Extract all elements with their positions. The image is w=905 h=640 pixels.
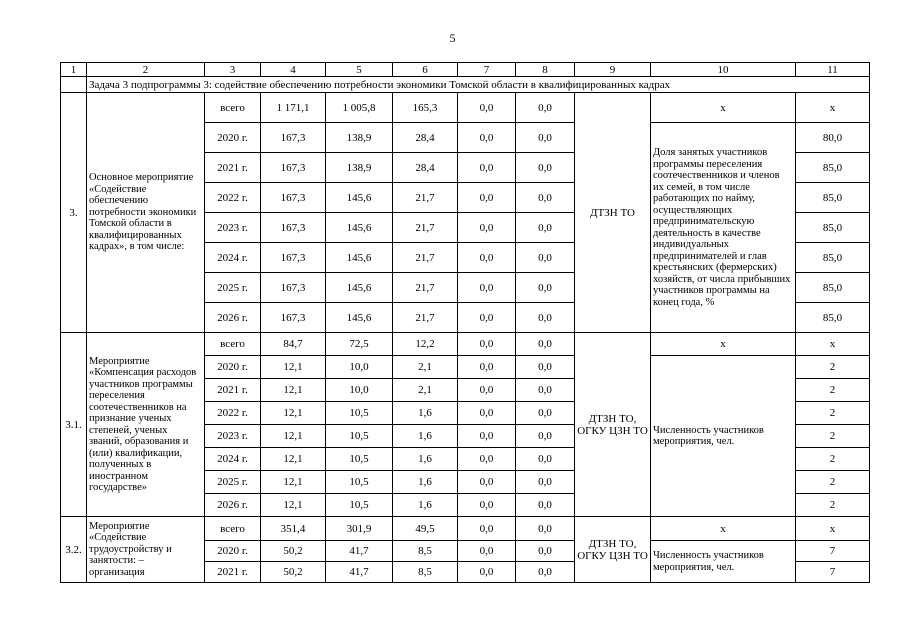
total-amount-cell: 167,3 (261, 303, 326, 333)
indicator-value-cell: 2 (796, 425, 870, 448)
period-cell: всего (205, 93, 261, 123)
regional-amount-cell: 28,4 (393, 123, 458, 153)
local-amount-cell: 0,0 (458, 153, 516, 183)
local-amount-cell: 0,0 (458, 123, 516, 153)
regional-amount-cell: 12,2 (393, 333, 458, 356)
total-amount-cell: 12,1 (261, 379, 326, 402)
item-number: 3.1. (61, 333, 87, 517)
item-number: 3.2. (61, 517, 87, 583)
indicator-total-cell: х (651, 333, 796, 356)
indicator-value-cell: 2 (796, 471, 870, 494)
regional-amount-cell: 1,6 (393, 448, 458, 471)
local-amount-cell: 0,0 (458, 448, 516, 471)
local-amount-cell: 0,0 (458, 213, 516, 243)
local-amount-cell: 0,0 (458, 425, 516, 448)
period-cell: всего (205, 333, 261, 356)
local-amount-cell: 0,0 (458, 562, 516, 583)
item-number: 3. (61, 93, 87, 333)
other-amount-cell: 0,0 (516, 494, 575, 517)
other-amount-cell: 0,0 (516, 379, 575, 402)
indicator-value-cell: 85,0 (796, 153, 870, 183)
page-number: 5 (449, 31, 456, 45)
period-cell: 2025 г. (205, 471, 261, 494)
executor-cell: ДТЗН ТО, ОГКУ ЦЗН ТО (575, 517, 651, 583)
indicator-value-cell: 7 (796, 541, 870, 562)
task-row (61, 77, 870, 93)
other-amount-cell: 0,0 (516, 448, 575, 471)
federal-amount-cell: 10,0 (326, 356, 393, 379)
total-amount-cell: 12,1 (261, 448, 326, 471)
regional-amount-cell: 21,7 (393, 243, 458, 273)
table-row (61, 93, 870, 123)
indicator-value-cell: 2 (796, 379, 870, 402)
regional-amount-cell: 2,1 (393, 356, 458, 379)
column-header: 10 (651, 63, 796, 77)
indicator-value-cell: 2 (796, 402, 870, 425)
other-amount-cell: 0,0 (516, 123, 575, 153)
other-amount-cell: 0,0 (516, 425, 575, 448)
local-amount-cell: 0,0 (458, 471, 516, 494)
local-amount-cell: 0,0 (458, 402, 516, 425)
local-amount-cell: 0,0 (458, 333, 516, 356)
column-header: 11 (796, 63, 870, 77)
other-amount-cell: 0,0 (516, 333, 575, 356)
regional-amount-cell: 28,4 (393, 153, 458, 183)
total-amount-cell: 50,2 (261, 562, 326, 583)
other-amount-cell: 0,0 (516, 402, 575, 425)
indicator-value-cell: 85,0 (796, 303, 870, 333)
regional-amount-cell: 1,6 (393, 494, 458, 517)
indicator-value-cell: 85,0 (796, 183, 870, 213)
local-amount-cell: 0,0 (458, 273, 516, 303)
period-cell: 2024 г. (205, 243, 261, 273)
other-amount-cell: 0,0 (516, 273, 575, 303)
regional-amount-cell: 165,3 (393, 93, 458, 123)
period-cell: 2022 г. (205, 183, 261, 213)
groups-body (61, 93, 870, 583)
federal-amount-cell: 301,9 (326, 517, 393, 541)
period-cell: 2022 г. (205, 402, 261, 425)
total-amount-cell: 12,1 (261, 402, 326, 425)
column-header: 3 (205, 63, 261, 77)
total-amount-cell: 1 171,1 (261, 93, 326, 123)
item-title: Мероприятие «Компенсация расходов участников программы переселения соотечественников на признание ученых степеней, ученых званий, образования и (или) квалификации, полученных в иностранном государстве» (87, 333, 205, 517)
total-amount-cell: 50,2 (261, 541, 326, 562)
federal-amount-cell: 145,6 (326, 213, 393, 243)
federal-amount-cell: 41,7 (326, 541, 393, 562)
federal-amount-cell: 10,5 (326, 402, 393, 425)
indicator-value-cell: 80,0 (796, 123, 870, 153)
period-cell: 2023 г. (205, 213, 261, 243)
federal-amount-cell: 145,6 (326, 303, 393, 333)
other-amount-cell: 0,0 (516, 562, 575, 583)
column-header: 9 (575, 63, 651, 77)
indicator-name-cell: Численность участников мероприятия, чел. (651, 541, 796, 583)
other-amount-cell: 0,0 (516, 183, 575, 213)
local-amount-cell: 0,0 (458, 183, 516, 213)
regional-amount-cell: 1,6 (393, 425, 458, 448)
period-cell: 2021 г. (205, 379, 261, 402)
other-amount-cell: 0,0 (516, 303, 575, 333)
indicator-name-cell: Численность участников мероприятия, чел. (651, 356, 796, 517)
column-header: 2 (87, 63, 205, 77)
federal-amount-cell: 10,5 (326, 425, 393, 448)
item-title: Основное мероприятие «Содействие обеспечению потребности экономики Томской области в квалифицированных кадрах», в том числе: (87, 93, 205, 333)
column-header: 5 (326, 63, 393, 77)
period-cell: всего (205, 517, 261, 541)
regional-amount-cell: 21,7 (393, 213, 458, 243)
total-amount-cell: 351,4 (261, 517, 326, 541)
regional-amount-cell: 49,5 (393, 517, 458, 541)
period-cell: 2021 г. (205, 153, 261, 183)
federal-amount-cell: 10,5 (326, 494, 393, 517)
task-title: Задача 3 подпрограммы 3: содействие обеспечению потребности экономики Томской области в квалифицированных кадрах (87, 77, 870, 93)
indicator-value-cell: х (796, 517, 870, 541)
period-cell: 2025 г. (205, 273, 261, 303)
total-amount-cell: 167,3 (261, 123, 326, 153)
total-amount-cell: 167,3 (261, 273, 326, 303)
total-amount-cell: 84,7 (261, 333, 326, 356)
total-amount-cell: 12,1 (261, 471, 326, 494)
indicator-value-cell: 85,0 (796, 243, 870, 273)
other-amount-cell: 0,0 (516, 541, 575, 562)
federal-amount-cell: 138,9 (326, 153, 393, 183)
federal-amount-cell: 145,6 (326, 243, 393, 273)
column-header: 8 (516, 63, 575, 77)
other-amount-cell: 0,0 (516, 243, 575, 273)
period-cell: 2023 г. (205, 425, 261, 448)
total-amount-cell: 167,3 (261, 183, 326, 213)
local-amount-cell: 0,0 (458, 541, 516, 562)
federal-amount-cell: 1 005,8 (326, 93, 393, 123)
indicator-total-cell: х (651, 517, 796, 541)
federal-amount-cell: 138,9 (326, 123, 393, 153)
total-amount-cell: 12,1 (261, 356, 326, 379)
indicator-name-cell: Доля занятых участников программы переселения соотечественников и членов их семей, в том числе работающих по найму, осуществляющих предпринимательскую деятельность в качестве индивидуальных предпринимателей и глав крестьянских (фермерских) хозяйств, от числа прибывших участников программы на конец года, % (651, 123, 796, 333)
local-amount-cell: 0,0 (458, 494, 516, 517)
indicator-value-cell: 85,0 (796, 213, 870, 243)
federal-amount-cell: 10,5 (326, 448, 393, 471)
local-amount-cell: 0,0 (458, 93, 516, 123)
local-amount-cell: 0,0 (458, 243, 516, 273)
column-header: 6 (393, 63, 458, 77)
other-amount-cell: 0,0 (516, 471, 575, 494)
other-amount-cell: 0,0 (516, 153, 575, 183)
local-amount-cell: 0,0 (458, 303, 516, 333)
regional-amount-cell: 21,7 (393, 273, 458, 303)
column-header: 1 (61, 63, 87, 77)
executor-cell: ДТЗН ТО, ОГКУ ЦЗН ТО (575, 333, 651, 517)
local-amount-cell: 0,0 (458, 379, 516, 402)
executor-cell: ДТЗН ТО (575, 93, 651, 333)
table-row (61, 333, 870, 356)
regional-amount-cell: 1,6 (393, 471, 458, 494)
period-cell: 2020 г. (205, 356, 261, 379)
indicator-value-cell: х (796, 93, 870, 123)
federal-amount-cell: 10,0 (326, 379, 393, 402)
indicator-value-cell: 7 (796, 562, 870, 583)
other-amount-cell: 0,0 (516, 213, 575, 243)
period-cell: 2026 г. (205, 494, 261, 517)
regional-amount-cell: 8,5 (393, 541, 458, 562)
column-header: 7 (458, 63, 516, 77)
indicator-value-cell: 2 (796, 448, 870, 471)
indicator-value-cell: 85,0 (796, 273, 870, 303)
total-amount-cell: 167,3 (261, 153, 326, 183)
federal-amount-cell: 145,6 (326, 273, 393, 303)
table-row (61, 517, 870, 541)
regional-amount-cell: 21,7 (393, 183, 458, 213)
column-number-row (61, 63, 870, 77)
period-cell: 2020 г. (205, 123, 261, 153)
period-cell: 2026 г. (205, 303, 261, 333)
column-header: 4 (261, 63, 326, 77)
regional-amount-cell: 8,5 (393, 562, 458, 583)
other-amount-cell: 0,0 (516, 356, 575, 379)
federal-amount-cell: 72,5 (326, 333, 393, 356)
total-amount-cell: 12,1 (261, 425, 326, 448)
indicator-value-cell: 2 (796, 356, 870, 379)
regional-amount-cell: 2,1 (393, 379, 458, 402)
total-amount-cell: 12,1 (261, 494, 326, 517)
period-cell: 2021 г. (205, 562, 261, 583)
local-amount-cell: 0,0 (458, 517, 516, 541)
local-amount-cell: 0,0 (458, 356, 516, 379)
program-table (60, 62, 870, 583)
total-amount-cell: 167,3 (261, 213, 326, 243)
federal-amount-cell: 145,6 (326, 183, 393, 213)
indicator-value-cell: х (796, 333, 870, 356)
item-title: Мероприятие «Содействие трудоустройству и занятости: – организация (87, 517, 205, 583)
other-amount-cell: 0,0 (516, 517, 575, 541)
indicator-value-cell: 2 (796, 494, 870, 517)
other-amount-cell: 0,0 (516, 93, 575, 123)
total-amount-cell: 167,3 (261, 243, 326, 273)
period-cell: 2024 г. (205, 448, 261, 471)
period-cell: 2020 г. (205, 541, 261, 562)
federal-amount-cell: 41,7 (326, 562, 393, 583)
regional-amount-cell: 21,7 (393, 303, 458, 333)
indicator-total-cell: х (651, 93, 796, 123)
federal-amount-cell: 10,5 (326, 471, 393, 494)
regional-amount-cell: 1,6 (393, 402, 458, 425)
